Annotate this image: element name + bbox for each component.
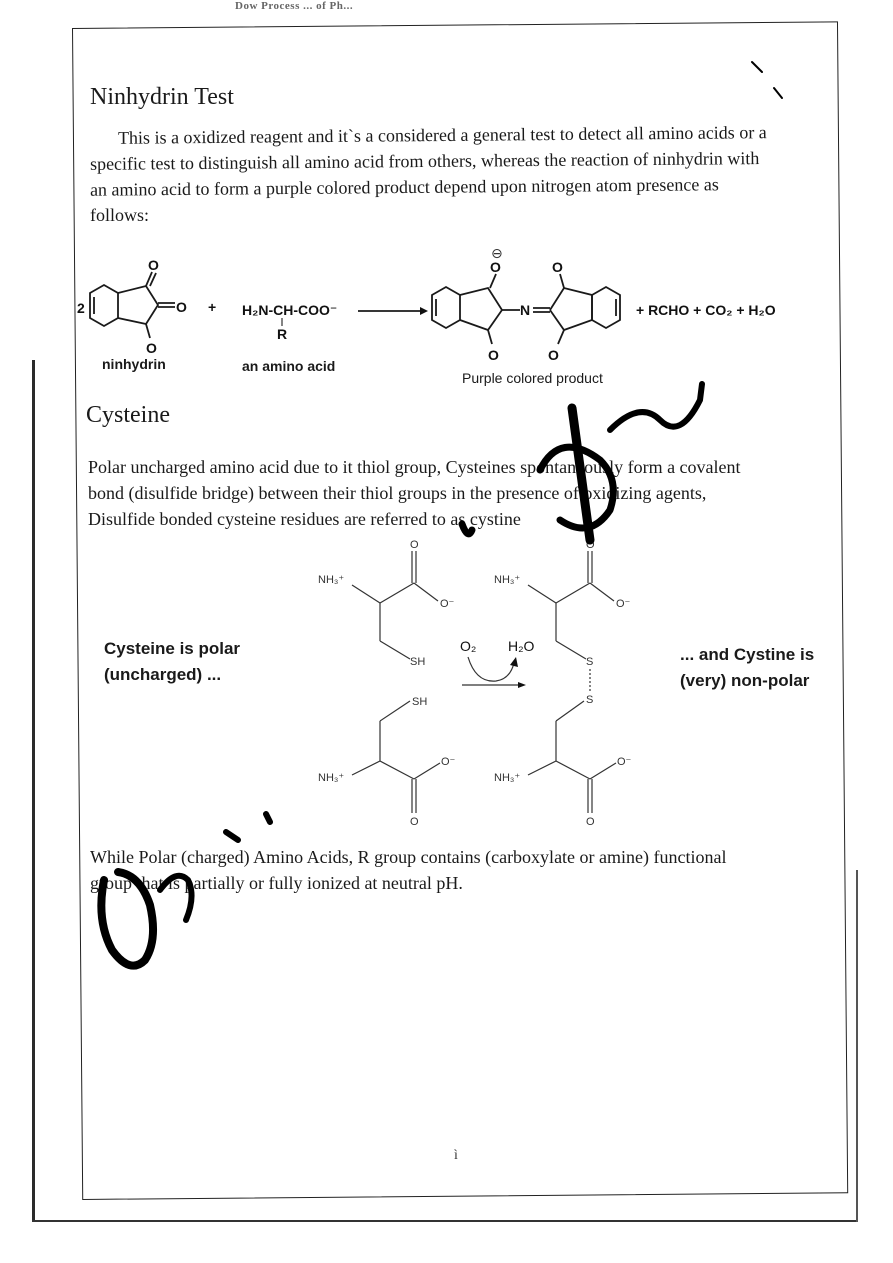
atom-o: O: [490, 259, 501, 275]
ninhydrin-text-line-4: follows:: [90, 205, 150, 225]
atom-n: N: [520, 302, 531, 318]
page-edge-right: [856, 870, 858, 1222]
thiol-group: SH: [412, 696, 428, 708]
reaction-coefficient: 2: [77, 300, 85, 316]
amino-acid-formula: H₂N-CH-COO⁻: [242, 302, 338, 318]
reagent-o2: O₂: [460, 638, 477, 654]
label-ninhydrin: ninhydrin: [102, 356, 166, 372]
label-amino-acid: an amino acid: [242, 358, 336, 374]
atom-o: O: [146, 340, 157, 356]
plus-sign: +: [208, 299, 217, 315]
atom-o: O: [548, 347, 559, 363]
ninhydrin-text-line-3: an amino acid to form a purple colored product depend upon nitrogen atom presence as: [89, 174, 719, 200]
label-purple-product: Purple colored product: [462, 370, 603, 386]
carboxylate-o: O⁻: [441, 756, 456, 768]
section-title-cysteine: Cysteine: [86, 402, 170, 428]
atom-o: O: [586, 539, 595, 551]
thiol-group: SH: [410, 656, 426, 668]
charged-amino-text-line-1: While Polar (charged) Amino Acids, R group contains (carboxylate or amine) functional: [90, 847, 727, 867]
nh3-group: NH₃⁺: [318, 772, 345, 784]
negative-charge: ⊖: [491, 245, 503, 261]
page-number: ì: [454, 1148, 458, 1163]
atom-o: O: [586, 816, 595, 828]
atom-o: O: [410, 816, 419, 828]
reaction-arrow-head: [420, 307, 428, 315]
byproduct-h2o: H₂O: [508, 638, 535, 654]
cysteine-text-line-3: Disulfide bonded cysteine residues are referred to as cystine: [88, 509, 521, 529]
oxidation-curved-arrow: [468, 657, 514, 681]
cysteine-text-line-1: Polar uncharged amino acid due to it thiol group, Cysteines spontaneously form a covalent: [88, 457, 741, 477]
nh3-group: NH₃⁺: [318, 574, 345, 586]
atom-o: O: [148, 257, 159, 273]
page-edge-bottom: [32, 1220, 858, 1222]
reaction-arrow-head: [518, 682, 526, 688]
ninhydrin-reaction-scheme: [0, 240, 893, 400]
scan-header-fragment: Dow Process ... of Ph...: [235, 0, 354, 12]
cysteine-text-line-2: bond (disulfide bridge) between their thiol groups in the presence of oxidizing agents,: [88, 483, 707, 503]
ninhydrin-text-line-1: This is a oxidized reagent and it`s a considered a general test to detect all amino acids or a: [117, 122, 767, 148]
section-title-ninhydrin: Ninhydrin Test: [90, 84, 234, 110]
atom-o: O: [552, 259, 563, 275]
atom-o: O: [176, 299, 187, 315]
sulfur-atom: S: [586, 694, 594, 706]
cysteine-cystine-figure: [0, 535, 893, 835]
nh3-group: NH₃⁺: [494, 772, 521, 784]
reaction-products: + RCHO + CO₂ + H₂O: [636, 302, 776, 318]
charged-amino-text-line-2: group that is partially or fully ionized at neutral pH.: [90, 873, 463, 893]
carboxylate-o: O⁻: [617, 756, 632, 768]
label-cysteine-polar: Cysteine is polar (uncharged) ...: [104, 639, 241, 684]
ninhydrin-text-line-2: specific test to distinguish all amino acid from others, whereas the reaction of ninhydrin with: [89, 148, 760, 174]
amino-acid-r-group: R: [277, 326, 288, 342]
carboxylate-o: O⁻: [440, 598, 455, 610]
carboxylate-o: O⁻: [616, 598, 631, 610]
atom-o: O: [488, 347, 499, 363]
nh3-group: NH₃⁺: [494, 574, 521, 586]
atom-o: O: [410, 539, 419, 551]
label-cystine-nonpolar: ... and Cystine is (very) non-polar: [680, 645, 815, 690]
sulfur-atom: S: [586, 656, 594, 668]
